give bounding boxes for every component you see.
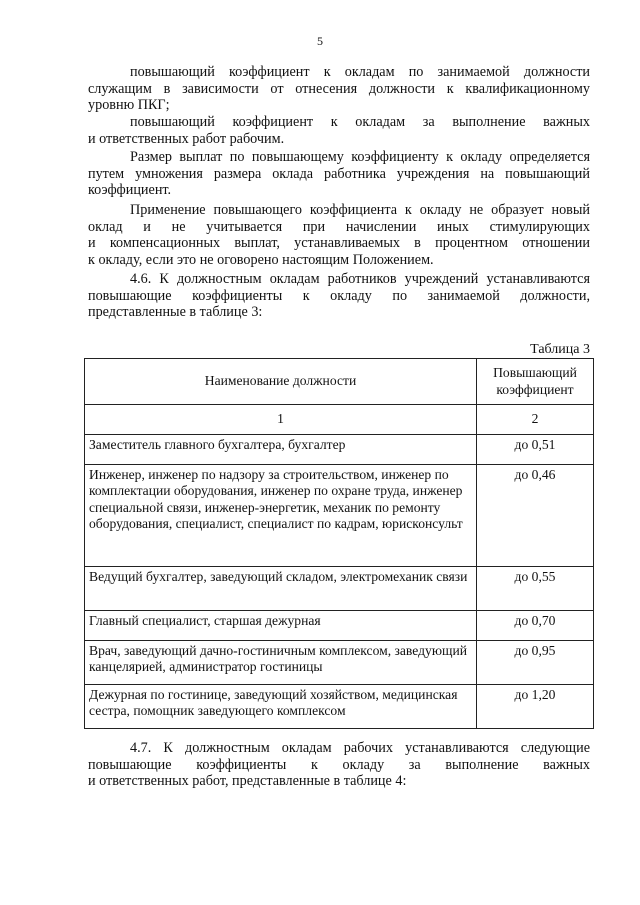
coefficient-cell: до 0,46 <box>477 465 594 567</box>
position-cell: Ведущий бухгалтер, заведующий складом, электромеханик связи <box>85 567 477 611</box>
paragraph-application <box>88 202 590 268</box>
text-line: к окладу, если это не оговорено настоящим Положением. <box>88 251 434 268</box>
paragraph-section-4-6 <box>88 271 590 321</box>
table-row <box>85 611 594 641</box>
table-row <box>85 641 594 685</box>
text-line: и ответственных работ рабочим. <box>88 130 285 147</box>
text-line: повышающие коэффициенты к окладу по занимаемой должности, <box>88 287 590 304</box>
header-position: Наименование должности <box>85 359 477 405</box>
table-numbering-row <box>85 405 594 435</box>
coefficients-table <box>84 358 594 729</box>
text-line: уровню ПКГ; <box>88 97 170 113</box>
header-coefficient-label: Повышающий коэффициент <box>493 365 577 397</box>
text-line: путем умножения размера оклада работника учреждения на повышающий <box>88 165 590 182</box>
table-row <box>85 435 594 465</box>
position-cell: Главный специалист, старшая дежурная <box>85 611 477 641</box>
text-line: Применение повышающего коэффициента к окладу не образует новый <box>130 202 590 218</box>
text-line: повышающие коэффициенты к окладу за выполнение важных <box>88 756 590 773</box>
header-coefficient <box>477 359 594 405</box>
position-cell: Заместитель главного бухгалтера, бухгалтер <box>85 435 477 465</box>
text-line: служащим в зависимости от отнесения должности к квалификационному <box>88 80 590 97</box>
coefficient-cell: до 0,70 <box>477 611 594 641</box>
table-caption: Таблица 3 <box>530 342 590 357</box>
text-line: 4.7. К должностным окладам рабочих устанавливаются следующие <box>130 740 590 756</box>
text-line: оклад и не учитывается при начислении иных стимулирующих <box>88 218 590 235</box>
position-cell: Врач, заведующий дачно-гостиничным комплексом, заведующий канцелярией, администратор гостиницы <box>85 641 477 685</box>
coefficient-cell: до 0,51 <box>477 435 594 465</box>
coefficient-cell: до 0,95 <box>477 641 594 685</box>
table-header-row <box>85 359 594 405</box>
column-number: 1 <box>85 405 477 435</box>
text-line: повышающий коэффициент к окладам по занимаемой должности <box>130 64 590 80</box>
paragraph-workers-coefficient <box>88 114 590 147</box>
text-line: и ответственных работ, представленные в таблице 4: <box>88 773 407 789</box>
coefficient-cell: до 0,55 <box>477 567 594 611</box>
position-cell: Дежурная по гостинице, заведующий хозяйством, медицинская сестра, помощник заведующего комплексом <box>85 685 477 729</box>
paragraph-payment-size <box>88 149 590 199</box>
text-line: коэффициент. <box>88 182 172 198</box>
page-number: 5 <box>317 34 323 48</box>
column-number: 2 <box>477 405 594 435</box>
text-line: Размер выплат по повышающему коэффициенту к окладу определяется <box>130 149 590 165</box>
table-row <box>85 567 594 611</box>
text-line: повышающий коэффициент к окладам за выполнение важных <box>130 114 590 130</box>
text-line: представленные в таблице 3: <box>88 304 263 320</box>
text-line: и компенсационных выплат, устанавливаемых в процентном отношении <box>88 235 590 251</box>
table-row <box>85 465 594 567</box>
coefficient-cell: до 1,20 <box>477 685 594 729</box>
table-row <box>85 685 594 729</box>
paragraph-section-4-7 <box>88 740 590 790</box>
paragraph-pkg-coefficient <box>88 64 590 114</box>
position-cell: Инженер, инженер по надзору за строительством, инженер по комплектации оборудования, инженер по охране труда, инженер специальной связи, инженер-энергетик, механик по ремонту оборудования, специалист, специалист по кадрам, юрисконсульт <box>85 465 477 567</box>
text-line: 4.6. К должностным окладам работников учреждений устанавливаются <box>130 271 590 287</box>
